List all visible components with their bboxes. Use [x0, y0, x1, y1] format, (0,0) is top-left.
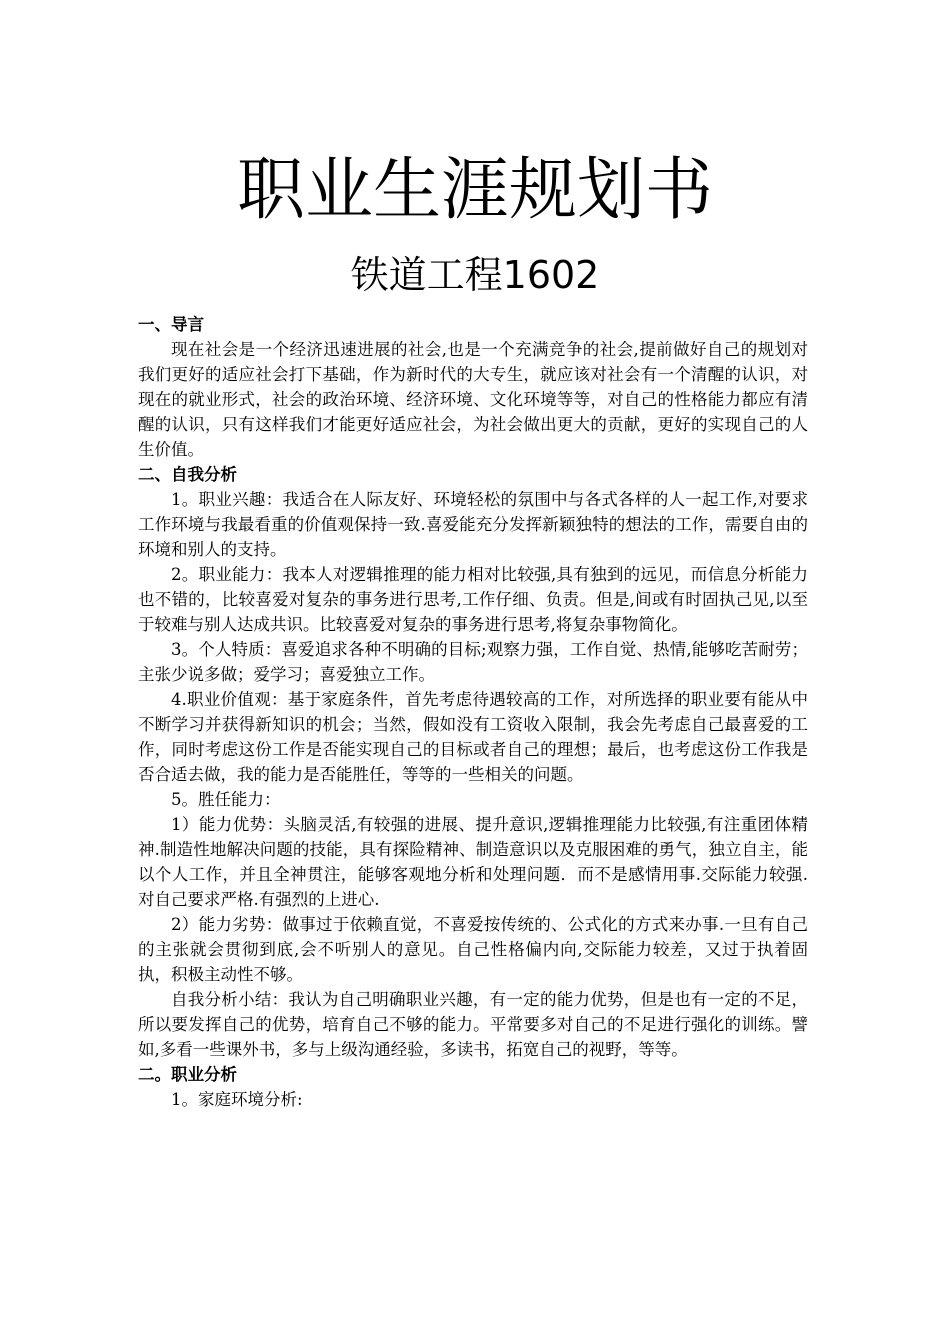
paragraph: 现在社会是一个经济迅速进展的社会,也是一个充满竞争的社会,提前做好自己的规划对我们更好的适应社会打下基础，作为新时代的大专生，就应该对社会有一个清醒的认识，对现在的就业形式，社会的政治环境、经济环境、文化环境等等，对自己的性格能力都应有清醒的认识，只有这样我们才能更好适应社会，为社会做出更大的贡献，更好的实现自己的人生价值。 [138, 340, 808, 459]
section-heading: 二。职业分析 [138, 1065, 237, 1084]
document-title: 职业生涯规划书 [236, 151, 713, 230]
paragraph: 3。个人特质：喜爱追求各种不明确的目标;观察力强，工作自觉、热情,能够吃苦耐劳；主张少说多做；爱学习；喜爱独立工作。 [138, 640, 808, 684]
section-introduction [138, 312, 808, 462]
section-self-analysis [138, 462, 808, 1062]
section-heading: 二、自我分析 [138, 465, 237, 484]
section-heading: 一、导言 [138, 315, 204, 334]
paragraph: 4.职业价值观：基于家庭条件，首先考虑待遇较高的工作，对所选择的职业要有能从中不断学习并获得新知识的机会；当然，假如没有工资收入限制，我会先考虑自己最喜爱的工作，同时考虑这份工作是否能实现自己的目标或者自己的理想；最后，也考虑这份工作我是否合适去做，我的能力是否能胜任，等等的一些相关的问题。 [138, 690, 808, 784]
paragraph: 2）能力劣势：做事过于依赖直觉，不喜爱按传统的、公式化的方式来办事.一旦有自己的主张就会贯彻到底,会不听别人的意见。自己性格偏内向,交际能力较差，又过于执着固执，积极主动性不够。 [138, 915, 808, 984]
paragraph: 1）能力优势：头脑灵活,有较强的进展、提升意识,逻辑推理能力比较强,有注重团体精神.制造性地解决问题的技能，具有探险精神、制造意识以及克服困难的勇气，独立自主，能以个人工作，并且全神贯注，能够客观地分析和处理问题．而不是感情用事.交际能力较强.对自己要求严格.有强烈的上进心. [138, 815, 808, 909]
section-career-analysis [138, 1062, 808, 1112]
document-subtitle: 铁道工程1602 [350, 253, 600, 297]
paragraph: 2。职业能力：我本人对逻辑推理的能力相对比较强,具有独到的远见，而信息分析能力也不错的，比较喜爱对复杂的事务进行思考,工作仔细、负责。但是,间或有时固执己见,以至于较难与别人达成共识。比较喜爱对复杂的事务进行思考,将复杂事物简化。 [138, 565, 808, 634]
document-body [138, 312, 808, 1112]
paragraph: 1。家庭环境分析: [171, 1090, 303, 1109]
paragraph: 5。胜任能力： [171, 790, 281, 809]
paragraph: 自我分析小结：我认为自己明确职业兴趣，有一定的能力优势，但是也有一定的不足，所以要发挥自己的优势，培育自己不够的能力。平常要多对自己的不足进行强化的训练。譬如,多看一些课外书，多与上级沟通经验，多读书，拓宽自己的视野，等等。 [138, 990, 808, 1059]
paragraph: 1。职业兴趣：我适合在人际友好、环境轻松的氛围中与各式各样的人一起工作,对要求工作环境与我最看重的价值观保持一致.喜爱能充分发挥新颖独特的想法的工作，需要自由的环境和别人的支持。 [138, 490, 808, 559]
